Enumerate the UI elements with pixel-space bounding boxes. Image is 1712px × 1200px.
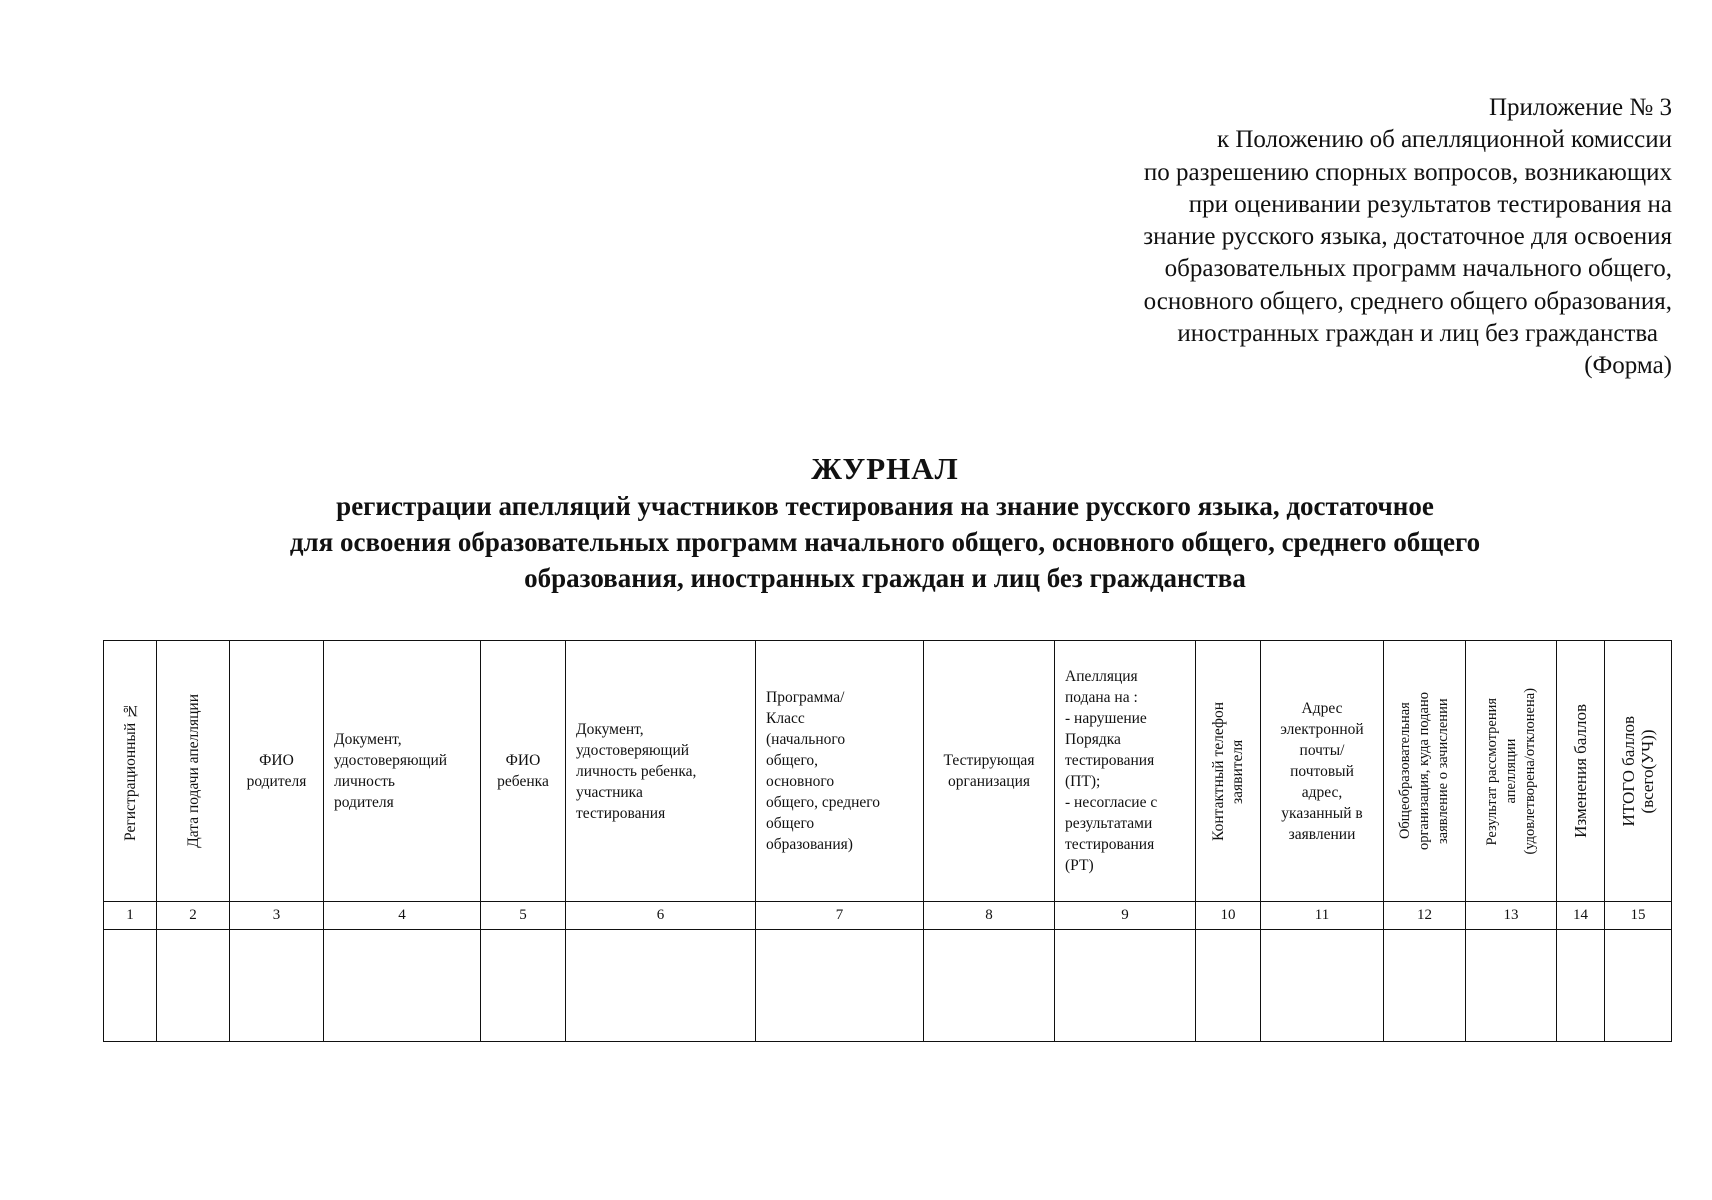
empty-cell xyxy=(924,930,1055,1042)
column-header: ИТОГО баллов (всего(УЧ)) xyxy=(1605,641,1672,902)
column-number: 1 xyxy=(104,902,157,930)
table-header-row xyxy=(104,641,1672,902)
column-header: Дата подачи апелляции xyxy=(157,641,230,902)
column-number: 14 xyxy=(1557,902,1605,930)
column-number: 11 xyxy=(1261,902,1384,930)
empty-cell xyxy=(1261,930,1384,1042)
journal-title: ЖУРНАЛ xyxy=(811,451,959,486)
appendix-line: образовательных программ начального общего, xyxy=(1164,255,1672,283)
column-header: Тестирующая организация xyxy=(924,641,1055,902)
empty-cell xyxy=(1466,930,1557,1042)
journal-subtitle-line: образования, иностранных граждан и лиц без гражданства xyxy=(524,563,1246,593)
column-header: Изменения баллов xyxy=(1557,641,1605,902)
column-number: 2 xyxy=(157,902,230,930)
column-header: Программа/ Класс (начального общего, основного общего, среднего общего образования) xyxy=(756,641,924,902)
column-number: 6 xyxy=(566,902,756,930)
column-number: 10 xyxy=(1196,902,1261,930)
appendix-form-label: (Форма) xyxy=(1584,352,1672,380)
column-header: Документ, удостоверяющий личность родителя xyxy=(324,641,481,902)
appendix-line: к Положению об апелляционной комиссии xyxy=(1216,126,1672,154)
column-number: 15 xyxy=(1605,902,1672,930)
empty-cell xyxy=(1196,930,1261,1042)
appendix-line: иностранных граждан и лиц без гражданства xyxy=(1177,320,1658,348)
document-title xyxy=(100,450,1670,596)
empty-cell xyxy=(756,930,924,1042)
table-row xyxy=(104,930,1672,1042)
column-number: 4 xyxy=(324,902,481,930)
column-number: 7 xyxy=(756,902,924,930)
empty-cell xyxy=(1605,930,1672,1042)
empty-cell xyxy=(481,930,566,1042)
column-number: 8 xyxy=(924,902,1055,930)
column-number: 12 xyxy=(1384,902,1466,930)
column-header: Регистрационный № xyxy=(104,641,157,902)
appendix-line: Приложение № 3 xyxy=(1488,94,1672,121)
journal-subtitle-line: для освоения образовательных программ начального общего, основного общего, среднего общего xyxy=(289,527,1481,557)
column-number: 9 xyxy=(1055,902,1196,930)
column-header: Результат рассмотрения апелляции (удовлетворена/отклонена) xyxy=(1466,641,1557,902)
column-header: ФИО родителя xyxy=(230,641,324,902)
empty-cell xyxy=(1055,930,1196,1042)
column-header: Адрес электронной почты/ почтовый адрес, указанный в заявлении xyxy=(1261,641,1384,902)
column-number: 5 xyxy=(481,902,566,930)
empty-cell xyxy=(230,930,324,1042)
journal-subtitle-line: регистрации апелляций участников тестирования на знание русского языка, достаточное xyxy=(336,491,1434,521)
column-header: Контактный телефон заявителя xyxy=(1196,641,1261,902)
empty-cell xyxy=(324,930,481,1042)
appendix-line: основного общего, среднего общего образования, xyxy=(1143,287,1672,315)
appendix-line: при оценивании результатов тестирования на xyxy=(1188,190,1672,218)
column-number: 13 xyxy=(1466,902,1557,930)
appendix-header xyxy=(1143,92,1672,383)
column-number-row xyxy=(104,902,1672,930)
appendix-line: знание русского языка, достаточное для освоения xyxy=(1143,223,1672,251)
empty-cell xyxy=(104,930,157,1042)
column-header: Общеобразовательная организация, куда подано заявление о зачислении xyxy=(1384,641,1466,902)
column-number: 3 xyxy=(230,902,324,930)
empty-cell xyxy=(1557,930,1605,1042)
empty-cell xyxy=(1384,930,1466,1042)
column-header: Документ, удостоверяющий личность ребенка, участника тестирования xyxy=(566,641,756,902)
empty-cell xyxy=(157,930,230,1042)
empty-cell xyxy=(566,930,756,1042)
column-header: Апелляция подана на : - нарушение Порядка тестирования (ПТ); - несогласие с результатами тестирования (РТ) xyxy=(1055,641,1196,902)
appeals-journal-table xyxy=(103,640,1672,1042)
appendix-line: по разрешению спорных вопросов, возникающих xyxy=(1143,158,1672,186)
column-header: ФИО ребенка xyxy=(481,641,566,902)
